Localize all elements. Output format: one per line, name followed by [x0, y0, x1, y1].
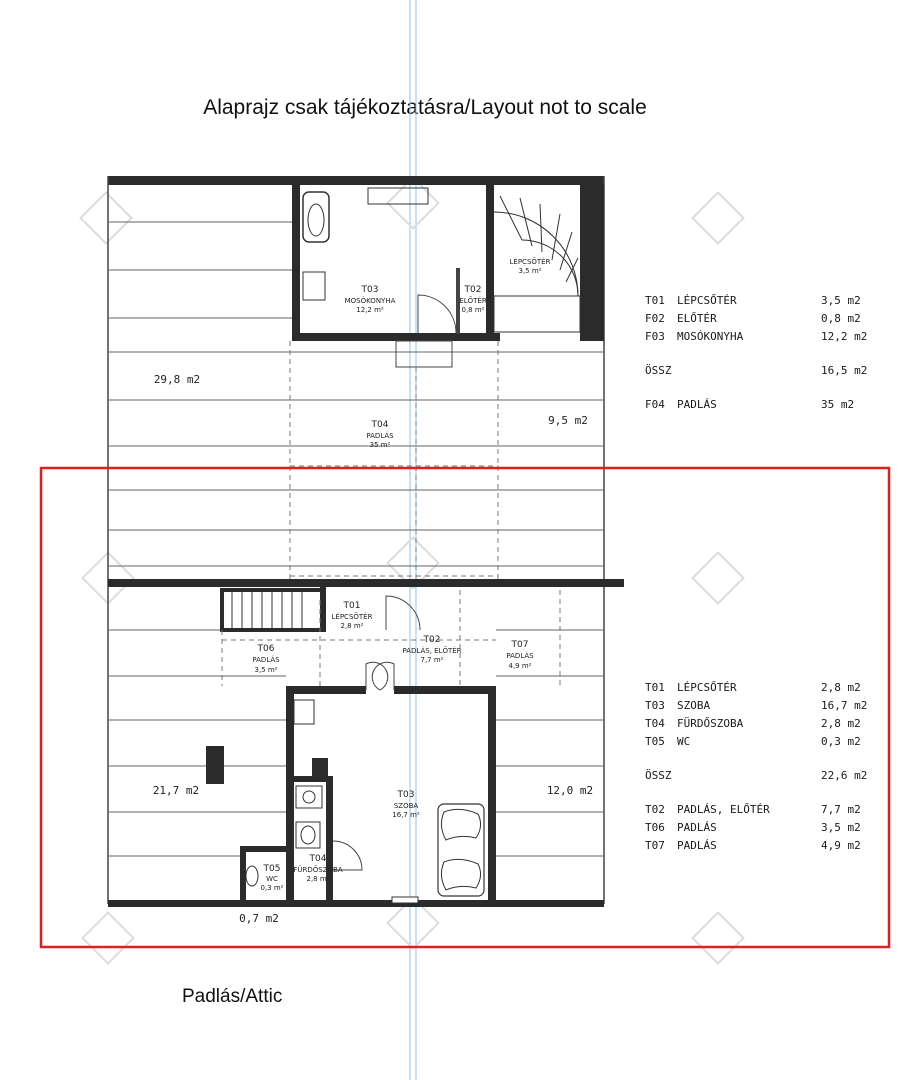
room-code: T01 [343, 601, 361, 611]
legend-code: ÖSSZ [645, 364, 672, 377]
room-area: 12,2 m² [356, 306, 384, 314]
wall [320, 587, 326, 632]
door-swing [386, 596, 420, 630]
wall [394, 686, 496, 694]
room-area: 35 m² [369, 441, 391, 449]
legend-area: 12,2 m2 [821, 330, 868, 343]
legend-row [645, 821, 885, 839]
legend-area: 3,5 m2 [821, 821, 861, 834]
legend-code: T01 [645, 294, 665, 307]
wall [108, 900, 604, 907]
legend-name: PADLÁS, ELŐTÉR [677, 803, 770, 816]
area-label: 12,0 m2 [546, 784, 594, 797]
page-title: Alaprajz csak tájékoztatásra/Layout not to scale [203, 96, 647, 119]
room-area: 0,3 m² [260, 884, 284, 892]
legend-row [645, 398, 885, 416]
area-label: 29,8 m2 [153, 373, 201, 386]
legend-row [645, 681, 885, 699]
washer-icon [303, 272, 325, 300]
room-name: SZOBA [393, 802, 419, 810]
bed-icon [438, 804, 484, 896]
room-code: T03 [361, 285, 379, 295]
legend-area: 3,5 m2 [821, 294, 861, 307]
dashed-outline [290, 341, 498, 466]
room-name: MOSÓKONYHA [344, 297, 396, 305]
legend-code: T06 [645, 821, 665, 834]
bathtub-icon [303, 192, 329, 242]
legend-name: FÜRDŐSZOBA [677, 717, 744, 730]
legend-area: 35 m2 [821, 398, 855, 411]
legend-code: F04 [645, 398, 665, 411]
room-code: T02 [464, 285, 482, 295]
legend-code: ÖSSZ [645, 769, 672, 782]
legend-name: LÉPCSŐTÉR [677, 681, 737, 694]
wall [326, 776, 333, 902]
legend-area: 7,7 m2 [821, 803, 861, 816]
sink-icon [303, 791, 315, 803]
plan-caption: Padlás/Attic [182, 986, 283, 1007]
room-code: T04 [309, 854, 327, 864]
legend-name: PADLÁS [677, 821, 717, 834]
room-code: T07 [511, 640, 529, 650]
area-label: 21,7 m2 [152, 784, 200, 797]
legend-name: ELŐTÉR [677, 312, 717, 325]
legend-code: T05 [645, 735, 665, 748]
basin-icon [301, 826, 315, 844]
counter-icon [368, 188, 428, 204]
room-name: PADLÁS [506, 652, 534, 660]
pillow-icon [441, 859, 480, 890]
wall [108, 579, 624, 587]
area-label: 0,7 m2 [239, 912, 279, 925]
room-code: T03 [397, 790, 415, 800]
legend-code: F03 [645, 330, 665, 343]
room-code: T05 [263, 864, 281, 874]
room-area: 3,5 m² [518, 267, 542, 275]
door-swing [418, 295, 456, 333]
wall [286, 686, 366, 694]
toilet-icon [246, 866, 258, 886]
area-label: 9,5 m2 [548, 414, 588, 427]
sink-icon [296, 786, 322, 808]
legend-name: LÉPCSŐTÉR [677, 294, 737, 307]
legend-row [645, 717, 885, 735]
room-name: FÜRDŐSZOBA [293, 866, 343, 874]
upper-floor-legend [645, 294, 885, 416]
legend-row [645, 312, 885, 330]
room-area: 0,8 m² [461, 306, 485, 314]
legend-name: PADLÁS [677, 839, 717, 852]
room-area: 4,9 m² [508, 662, 532, 670]
attic-plan [108, 460, 624, 925]
legend-area: 16,7 m2 [821, 699, 868, 712]
rafter-lines [108, 490, 604, 566]
legend-name: PADLÁS [677, 398, 717, 411]
legend-code: T07 [645, 839, 665, 852]
room-code: T04 [371, 420, 389, 430]
wall [486, 185, 494, 333]
wall [292, 333, 500, 341]
legend-code: T02 [645, 803, 665, 816]
attic-legend [645, 681, 885, 857]
room-area: 16,7 m² [392, 811, 420, 819]
wall [488, 686, 496, 902]
room-area: 2,8 m² [340, 622, 364, 630]
room-name: PADLÁS [366, 432, 394, 440]
legend-code: F02 [645, 312, 665, 325]
legend-area: 22,6 m2 [821, 769, 868, 782]
room-area: 7,7 m² [420, 656, 444, 664]
room-area: 2,8 m² [306, 875, 330, 883]
legend-total-row [645, 364, 885, 382]
legend-row [645, 839, 885, 857]
legend-name: SZOBA [677, 699, 711, 712]
chimney [206, 746, 224, 784]
legend-area: 16,5 m2 [821, 364, 868, 377]
wall [580, 185, 604, 341]
upper-floor-plan [108, 176, 604, 466]
room-code: T06 [257, 644, 275, 654]
room-name: LÉPCSŐTÉR [509, 258, 551, 266]
legend-total-row [645, 769, 885, 787]
legend-area: 0,3 m2 [821, 735, 861, 748]
legend-row [645, 803, 885, 821]
legend-area: 2,8 m2 [821, 681, 861, 694]
wall [292, 185, 300, 341]
legend-row [645, 699, 885, 717]
wall [312, 758, 328, 780]
window [392, 897, 418, 903]
legend-code: T03 [645, 699, 665, 712]
wall [240, 846, 290, 852]
legend-name: MOSÓKONYHA [677, 330, 744, 343]
legend-name: WC [677, 735, 691, 748]
wall [240, 846, 246, 902]
room-name: PADLÁS, ELŐTÉR [402, 647, 462, 655]
legend-area: 4,9 m2 [821, 839, 861, 852]
legend-code: T01 [645, 681, 665, 694]
shower-icon [294, 700, 314, 724]
room-name: ELŐTÉR [459, 297, 487, 305]
roof-hatch [396, 341, 452, 367]
room-name: WC [266, 875, 278, 883]
legend-row [645, 735, 885, 753]
room-area: 3,5 m² [254, 666, 278, 674]
legend-row [645, 294, 885, 312]
room-name: PADLÁS [252, 656, 280, 664]
legend-area: 2,8 m2 [821, 717, 861, 730]
legend-code: T04 [645, 717, 665, 730]
room-code: T02 [423, 635, 441, 645]
room-name: LÉPCSŐTÉR [331, 613, 373, 621]
pillow-icon [441, 809, 480, 840]
bathtub-icon [308, 204, 324, 236]
wall [108, 176, 604, 185]
legend-row [645, 330, 885, 348]
staircase-icon [222, 590, 322, 630]
legend-area: 0,8 m2 [821, 312, 861, 325]
